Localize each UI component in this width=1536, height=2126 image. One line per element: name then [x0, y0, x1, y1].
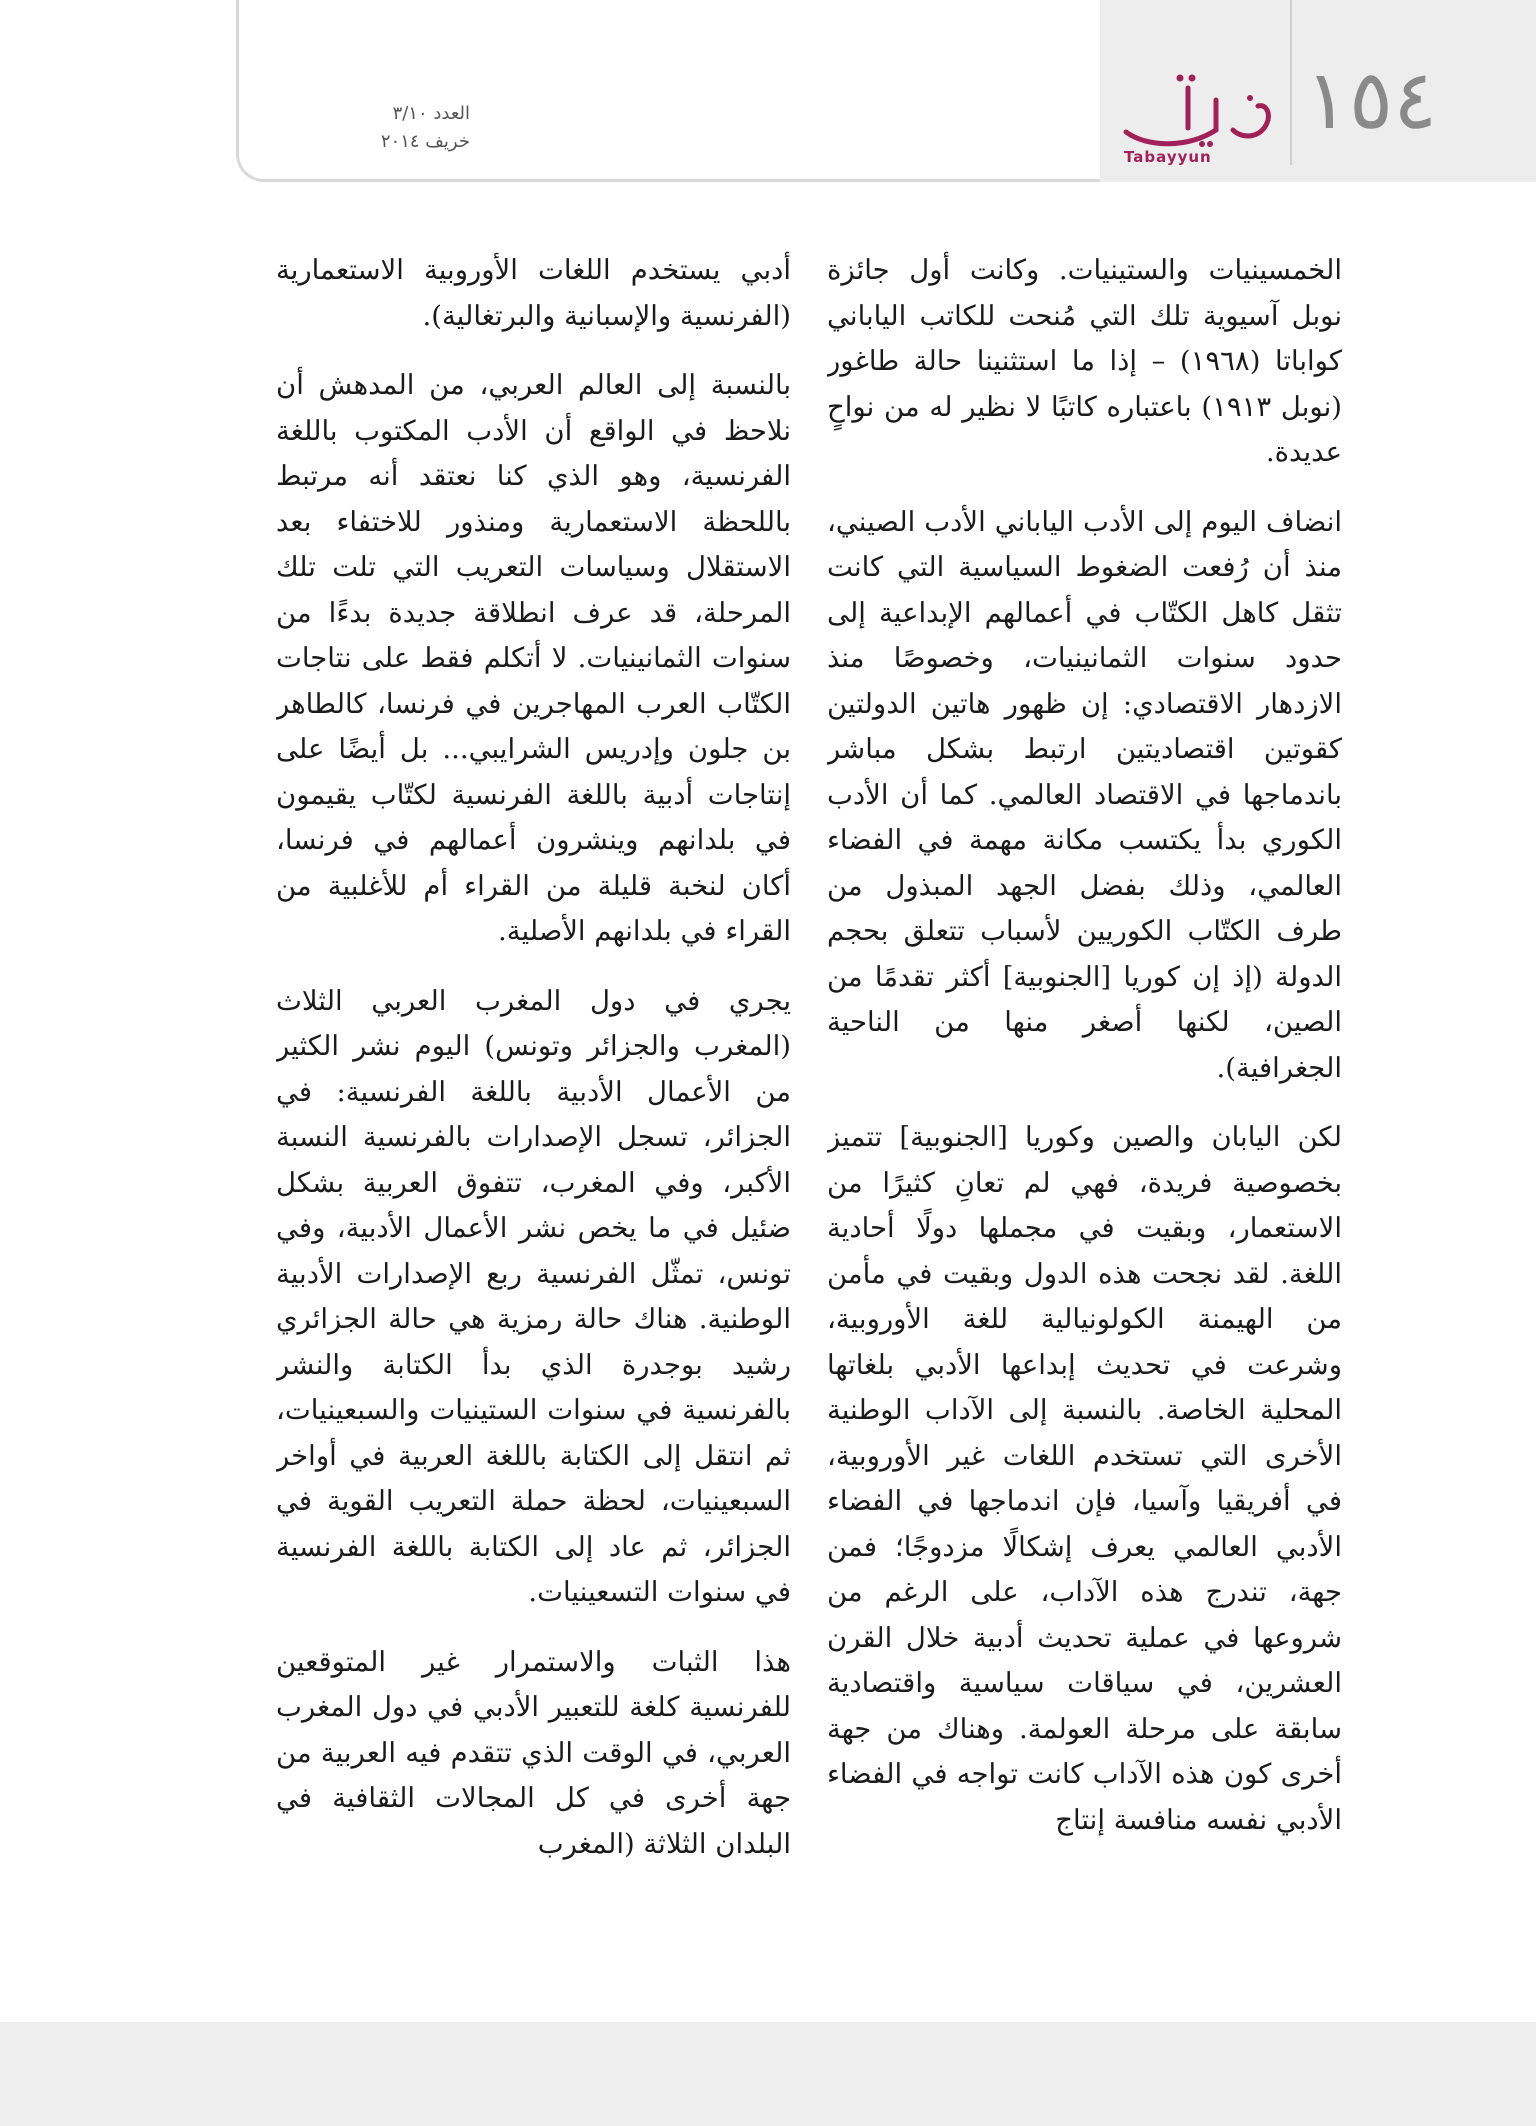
- paragraph: انضاف اليوم إلى الأدب الياباني الأدب الصيني، منذ أن رُفعت الضغوط السياسية التي كانت تثقل كاهل الكتّاب في أعمالهم الإبداعية إلى حدود سنوات الثمانينيات، وخصوصًا منذ الازدهار الاقتصادي: إن ظهور هاتين الدولتين كقوتين اقتصاديتين ارتبط بشكل مباشر باندماجها في الاقتصاد العالمي. كما أن الأدب الكوري بدأ يكتسب مكانة مهمة في الفضاء العالمي، وذلك بفضل الجهد المبذول من طرف الكتّاب الكوريين لأسباب تتعلق بحجم الدولة (إذ إن كوريا [الجنوبية] أكثر تقدمًا من الصين، لكنها أصغر منها من الناحية الجغرافية).: [827, 505, 1342, 1084]
- logo-calligraphy-icon: [1118, 70, 1278, 150]
- footer-band: [0, 2022, 1536, 2126]
- header-divider: [1290, 0, 1292, 165]
- issue-info: [270, 100, 470, 156]
- article-column-right: [827, 248, 1342, 1938]
- paragraph: بالنسبة إلى العالم العربي، من المدهش أن نلاحظ في الواقع أن الأدب المكتوب باللغة الفرنسية، وهو الذي كنا نعتقد أنه مرتبط باللحظة الاستعمارية ومنذور للاختفاء بعد الاستقلال وسياسات التعريب التي تلت تلك المرحلة، قد عرف انطلاقة جديدة بدءًا من سنوات الثمانينيات. لا أتكلم فقط على نتاجات الكتّاب العرب المهاجرين في فرنسا، كالطاهر بن جلون وإدريس الشرايبي... بل أيضًا على إنتاجات أدبية باللغة الفرنسية لكتّاب يقيمون في بلدانهم وينشرون أعمالهم في فرنسا، أكان لنخبة قليلة من القراء أم للأغلبية من القراء في بلدانهم الأصلية.: [276, 369, 791, 947]
- article-column-left: [276, 248, 791, 1938]
- tabayyun-logo: [1118, 70, 1278, 165]
- paragraph: لكن اليابان والصين وكوريا [الجنوبية] تتميز بخصوصية فريدة، فهي لم تعانِ كثيرًا من الاستعمار، وبقيت في مجملها دولًا أحادية اللغة. لقد نجحت هذه الدول وبقيت في مأمن من الهيمنة الكولونيالية للغة الأوروبية، وشرعت في تحديث إبداعها الأدبي بلغاتها المحلية الخاصة. بالنسبة إلى الآداب الوطنية الأخرى التي تستخدم اللغات غير الأوروبية، في أفريقيا وآسيا، فإن اندماجها في الفضاء الأدبي العالمي يعرف إشكالًا مزدوجًا؛ فمن جهة، تندرج هذه الآداب، على الرغم من شروعها في عملية تحديث أدبية خلال القرن العشرين، في سياقات سياسية واقتصادية سابقة على مرحلة العولمة. وهناك من جهة أخرى كون هذه الآداب كانت تواجه في الفضاء الأدبي نفسه منافسة إنتاج: [827, 1121, 1342, 1836]
- issue-number: العدد ٣/١٠: [392, 103, 470, 124]
- paragraph: يجري في دول المغرب العربي الثلاث (المغرب والجزائر وتونس) اليوم نشر الكثير من الأعمال الأدبية باللغة الفرنسية: في الجزائر، تسجل الإصدارات بالفرنسية النسبة الأكبر، وفي المغرب، تتفوق العربية بشكل ضئيل في ما يخص نشر الأعمال الأدبية، وفي تونس، تمثّل الفرنسية ربع الإصدارات الأدبية الوطنية. هناك حالة رمزية هي حالة الجزائري رشيد بوجدرة الذي بدأ الكتابة والنشر بالفرنسية في سنوات الستينيات والسبعينيات، ثم انتقل إلى الكتابة باللغة العربية في أواخر السبعينيات، لحظة حملة التعريب القوية في الجزائر، ثم عاد إلى الكتابة باللغة الفرنسية في سنوات التسعينيات.: [276, 984, 791, 1608]
- paragraph: أدبي يستخدم اللغات الأوروبية الاستعمارية (الفرنسية والإسبانية والبرتغالية).: [276, 254, 791, 332]
- page-number: ١٥٤: [1305, 53, 1438, 148]
- paragraph: هذا الثبات والاستمرار غير المتوقعين للفرنسية كلغة للتعبير الأدبي في دول المغرب العربي، في الوقت الذي تتقدم فيه العربية من جهة أخرى في كل المجالات الثقافية في البلدان الثلاثة (المغرب: [276, 1645, 791, 1860]
- issue-season: خريف ٢٠١٤: [380, 131, 470, 152]
- logo-latin-text: Tabayyun: [1124, 148, 1212, 166]
- paragraph: الخمسينيات والستينيات. وكانت أول جائزة نوبل آسيوية تلك التي مُنحت للكاتب الياباني كواباتا (١٩٦٨) – إذا ما استثنينا حالة طاغور (نوبل ١٩١٣) باعتباره كاتبًا لا نظير له من نواحٍ عديدة.: [827, 254, 1342, 468]
